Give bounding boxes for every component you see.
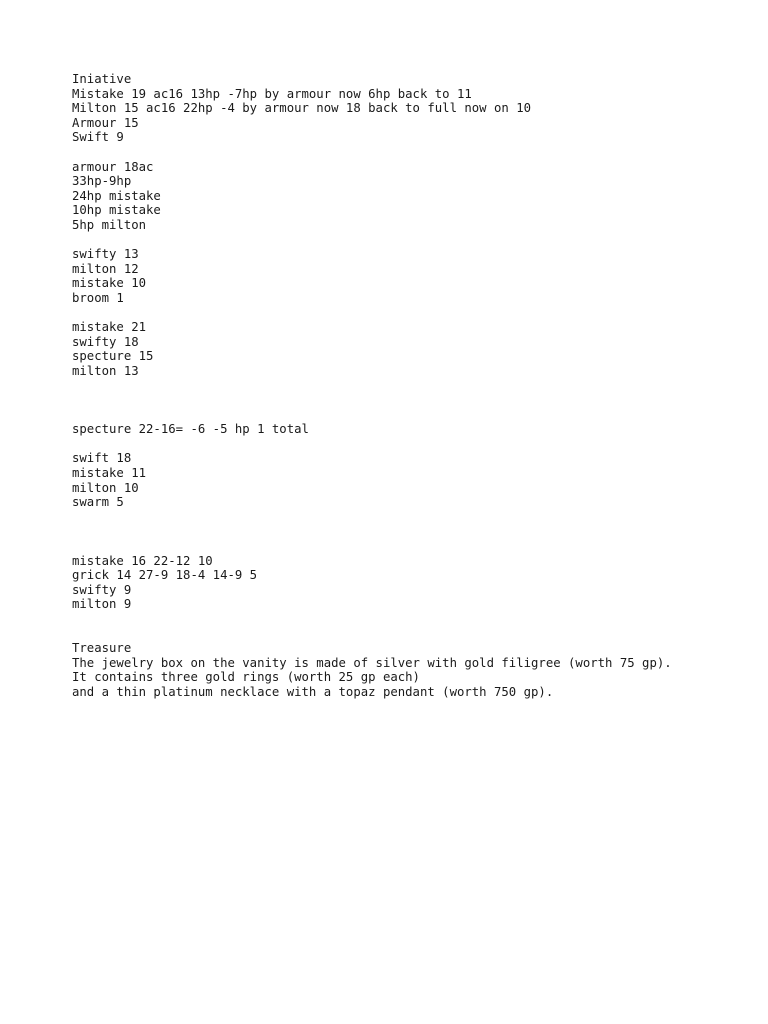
round-block-1 xyxy=(72,247,752,305)
armour-hp-block xyxy=(72,160,752,233)
text-line: 5hp milton xyxy=(72,217,147,232)
spacer xyxy=(72,612,752,641)
treasure-heading: Treasure xyxy=(72,641,132,656)
text-line: swarm 5 xyxy=(72,495,124,510)
text-line: Milton 15 ac16 22hp -4 by armour now 18 back to full now on 10 xyxy=(72,101,532,116)
round-block-2 xyxy=(72,320,752,378)
text-line: and a thin platinum necklace with a topaz pendant (worth 750 gp). xyxy=(72,684,554,699)
text-line: milton 13 xyxy=(72,363,139,378)
text-line: grick 14 27-9 18-4 14-9 5 xyxy=(72,568,258,583)
text-line: It contains three gold rings (worth 25 gp each) xyxy=(72,670,420,685)
text-line: mistake 11 xyxy=(72,466,147,481)
text-line: swifty 13 xyxy=(72,247,139,262)
text-line: Iniative xyxy=(72,72,132,86)
document-page xyxy=(72,72,752,700)
text-line: Mistake 19 ac16 13hp -7hp by armour now 6hp back to 11 xyxy=(72,86,472,101)
treasure-block xyxy=(72,641,752,699)
text-line: Armour 15 xyxy=(72,115,139,130)
text-line: The jewelry box on the vanity is made of silver with gold filigree (worth 75 gp). xyxy=(72,655,672,670)
text-line: swifty 18 xyxy=(72,334,139,349)
spacer xyxy=(72,437,752,452)
text-line: milton 12 xyxy=(72,261,139,276)
round-block-3 xyxy=(72,451,752,509)
text-line: mistake 10 xyxy=(72,276,147,291)
text-line: 33hp-9hp xyxy=(72,174,132,189)
text-line: broom 1 xyxy=(72,290,124,305)
text-line: mistake 21 xyxy=(72,320,147,335)
round-block-4 xyxy=(72,554,752,612)
text-line: milton 9 xyxy=(72,597,132,612)
text-line: 24hp mistake xyxy=(72,188,161,203)
spacer xyxy=(72,306,752,321)
spacer xyxy=(72,233,752,248)
text-line: armour 18ac xyxy=(72,159,154,174)
text-line: specture 22-16= -6 -5 hp 1 total xyxy=(72,422,309,437)
text-line: swift 18 xyxy=(72,451,132,466)
text-line: 10hp mistake xyxy=(72,203,161,218)
spacer xyxy=(72,378,752,422)
spacer xyxy=(72,145,752,160)
text-line: swifty 9 xyxy=(72,582,132,597)
text-line: milton 10 xyxy=(72,480,139,495)
initiative-block xyxy=(72,72,752,145)
text-line: mistake 16 22-12 10 xyxy=(72,553,213,568)
text-line: Swift 9 xyxy=(72,130,124,145)
specture-block xyxy=(72,422,752,437)
spacer xyxy=(72,510,752,554)
text-line: specture 15 xyxy=(72,349,154,364)
